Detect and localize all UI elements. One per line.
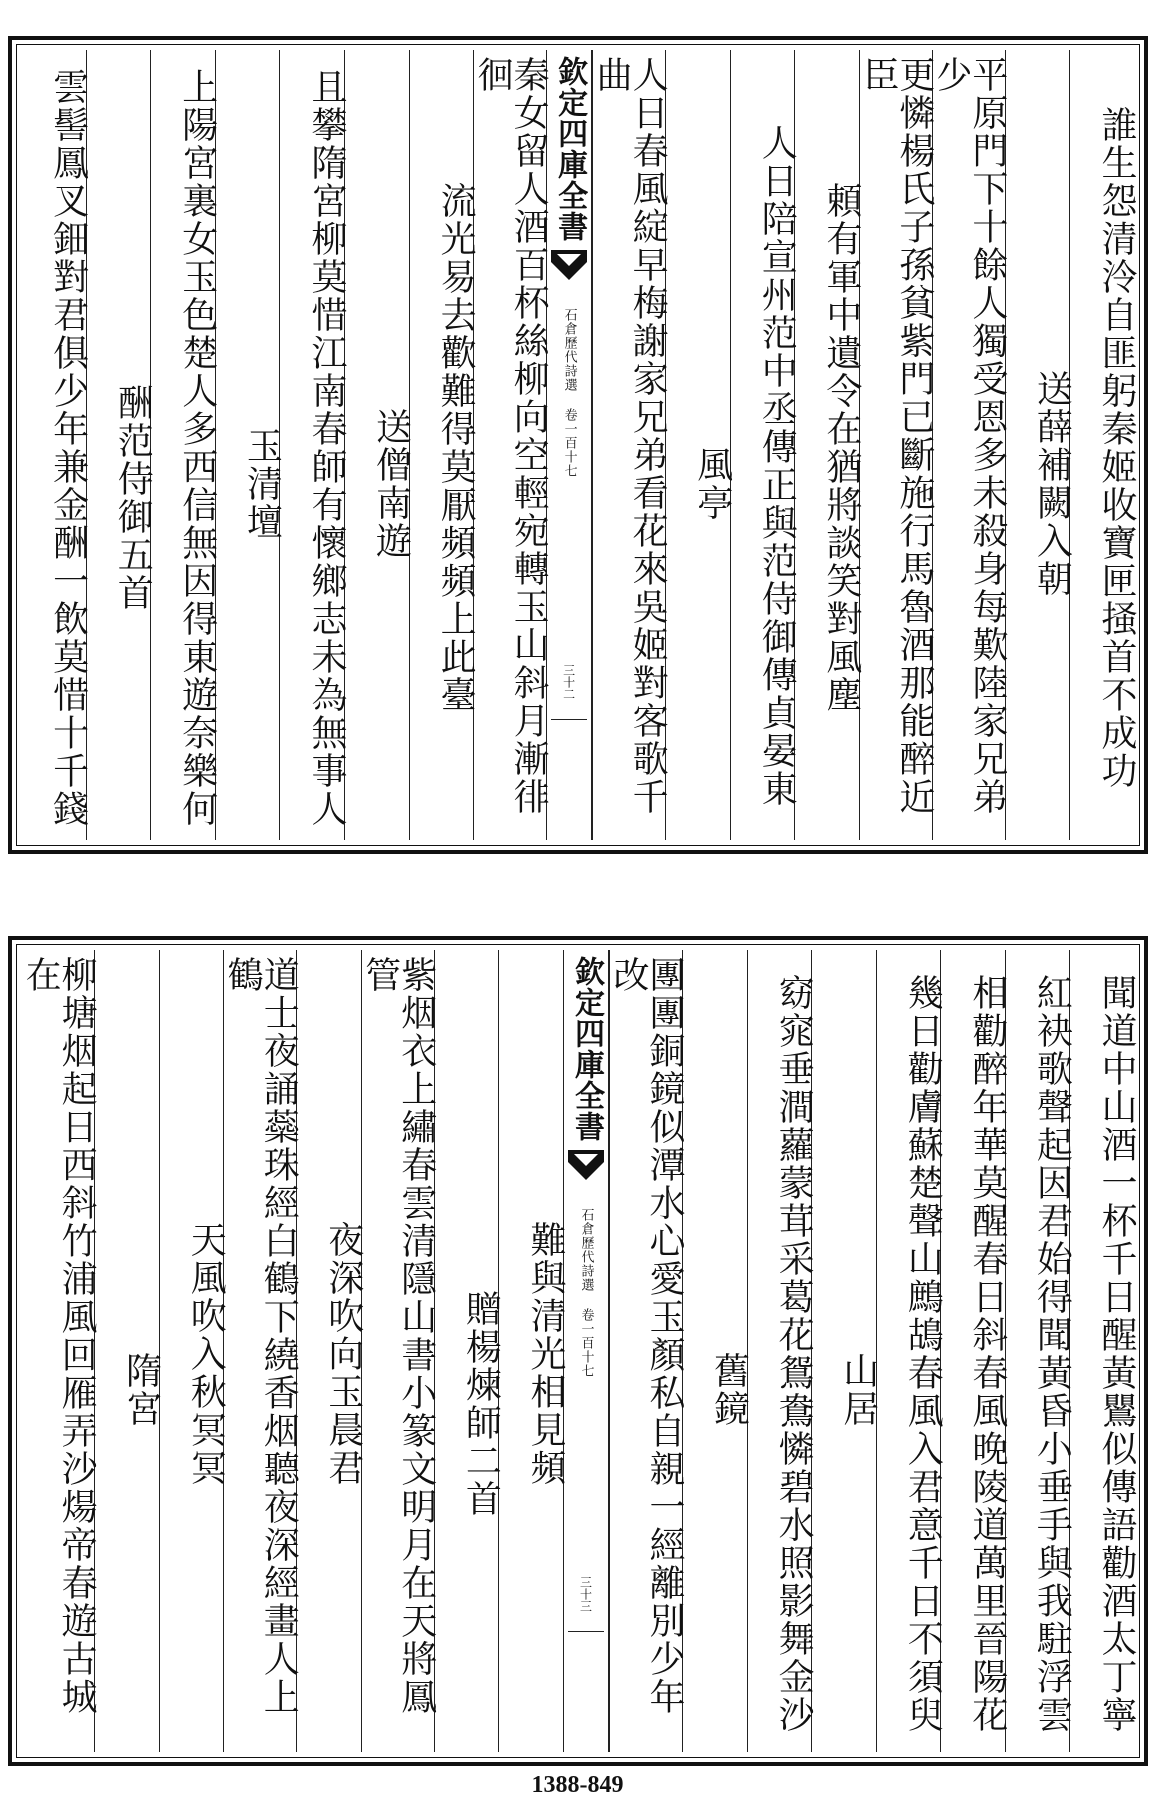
column-text: 難與清光相見頻 bbox=[524, 1221, 566, 1487]
banner-book-title: 石倉歷代詩選 卷一百十七 bbox=[561, 308, 577, 478]
column-text: 紅袂歌聲起因君始得聞黃昏小垂手與我駐浮雲 bbox=[1031, 974, 1073, 1734]
column-text: 雲髻鳳叉鈿對君俱少年兼金酬一飲莫惜十千錢 bbox=[47, 68, 89, 828]
poem-title-column bbox=[682, 950, 750, 1752]
fishtail-ornament-icon bbox=[551, 250, 587, 284]
text-column bbox=[591, 50, 669, 840]
center-banner bbox=[563, 950, 609, 1752]
column-text: 上陽宮裏女玉色楚人多西信無因得東遊奈樂何 bbox=[176, 68, 218, 828]
column-text: 送薛補闕入朝 bbox=[1031, 370, 1073, 598]
column-text: 誰生怨清泠自匪躬秦姬收寶匣掻首不成功 bbox=[1096, 106, 1137, 790]
top-columns bbox=[22, 50, 1137, 840]
banner-title: 欽定四庫全書 bbox=[568, 956, 604, 1142]
banner-rule bbox=[568, 1631, 604, 1632]
text-column bbox=[747, 950, 815, 1752]
text-column bbox=[498, 950, 566, 1752]
column-text: 舊鏡 bbox=[708, 1352, 750, 1428]
column-text: 隋宮 bbox=[120, 1352, 162, 1428]
poem-title-column bbox=[86, 50, 154, 840]
column-text: 相勸醉年華莫醒春日斜春風晚陵道萬里晉陽花 bbox=[966, 974, 1008, 1734]
column-text: 聞道中山酒一杯千日醒黃鸎似傳語勸酒太丁寧 bbox=[1096, 974, 1137, 1734]
text-column bbox=[409, 50, 477, 840]
text-column bbox=[222, 950, 300, 1752]
banner-page-number: 三十三 bbox=[578, 1576, 593, 1612]
poem-title-column bbox=[730, 50, 798, 840]
text-column bbox=[20, 950, 98, 1752]
banner-title: 欽定四庫全書 bbox=[552, 56, 588, 242]
column-text: 送僧南遊 bbox=[370, 408, 412, 560]
page-footer-number: 1388-849 bbox=[531, 1772, 624, 1798]
text-column bbox=[472, 50, 550, 840]
column-text: 秦女留人酒百杯絲柳向空輕宛轉玉山斜月漸徘徊 bbox=[472, 56, 550, 816]
column-text: 山居 bbox=[837, 1352, 879, 1428]
text-column bbox=[296, 950, 364, 1752]
text-column bbox=[857, 50, 935, 840]
text-column bbox=[940, 950, 1008, 1752]
poem-title-column bbox=[94, 950, 162, 1752]
column-text: 柳塘烟起日西斜竹浦風回雁弄沙煬帝春遊古城在 bbox=[20, 956, 98, 1716]
column-text: 且攀隋宮柳莫惜江南春師有懷鄉志未為無事人 bbox=[305, 68, 347, 828]
text-column bbox=[159, 950, 227, 1752]
column-text: 更憐楊氏子孫貧紫門已斷施行馬魯酒那能醉近臣 bbox=[857, 56, 935, 816]
center-banner bbox=[546, 50, 592, 840]
banner-book-title: 石倉歷代詩選 卷一百十七 bbox=[578, 1208, 594, 1378]
banner-rule bbox=[551, 719, 587, 720]
column-text: 團團銅鏡似潭水心愛玉顏私自親一經離別少年改 bbox=[607, 956, 685, 1716]
poem-title-column bbox=[665, 50, 733, 840]
bottom-columns bbox=[20, 950, 1137, 1752]
column-text: 人日陪宣州范中丞傳正與范侍御傳貞晏東 bbox=[756, 124, 798, 808]
text-column bbox=[150, 50, 218, 840]
column-text: 平原門下十餘人獨受恩多未殺身每歎陸家兄弟少 bbox=[930, 56, 1008, 816]
column-text: 酬范侍御五首 bbox=[112, 384, 154, 612]
text-column bbox=[1069, 950, 1137, 1752]
column-text: 頼有軍中遺令在猶將談笑對風塵 bbox=[820, 182, 862, 714]
column-text: 流光易去歡難得莫厭頻頻上此臺 bbox=[435, 182, 477, 714]
text-column bbox=[22, 50, 89, 840]
column-text: 玉清壇 bbox=[241, 427, 283, 541]
text-column bbox=[794, 50, 862, 840]
column-text: 夜深吹向玉晨君 bbox=[322, 1221, 364, 1487]
top-page bbox=[8, 36, 1148, 854]
column-text: 天風吹入秋冥冥 bbox=[185, 1221, 227, 1487]
banner-page-number: 三十二 bbox=[561, 664, 576, 700]
column-text: 窈窕垂澗蘿蒙茸采葛花鴛鴦憐碧水照影舞金沙 bbox=[773, 974, 815, 1734]
poem-title-column bbox=[811, 950, 879, 1752]
column-text: 風亭 bbox=[691, 446, 733, 522]
text-column bbox=[607, 950, 685, 1752]
text-column bbox=[359, 950, 437, 1752]
bottom-page bbox=[8, 936, 1148, 1766]
poem-title-column bbox=[434, 950, 502, 1752]
column-text: 人日春風綻早梅謝家兄弟看花來吳姬對客歌千曲 bbox=[591, 56, 669, 816]
text-column bbox=[876, 950, 944, 1752]
column-text: 贈楊煉師二首 bbox=[460, 1290, 502, 1518]
column-text: 道士夜誦蘂珠經白鶴下繞香烟聽夜深經畫人上鶴 bbox=[222, 956, 300, 1716]
text-column bbox=[1069, 50, 1137, 840]
text-column bbox=[279, 50, 347, 840]
fishtail-ornament-icon bbox=[568, 1150, 604, 1184]
text-column bbox=[1005, 950, 1073, 1752]
text-column bbox=[930, 50, 1008, 840]
column-text: 紫烟衣上繡春雲清隱山書小篆文明月在天將鳳管 bbox=[359, 956, 437, 1716]
poem-title-column bbox=[1005, 50, 1073, 840]
column-text: 幾日勸膚蘇楚聲山鷓鴣春風入君意千日不須臾 bbox=[902, 974, 944, 1734]
poem-title-column bbox=[344, 50, 412, 840]
poem-title-column bbox=[215, 50, 283, 840]
